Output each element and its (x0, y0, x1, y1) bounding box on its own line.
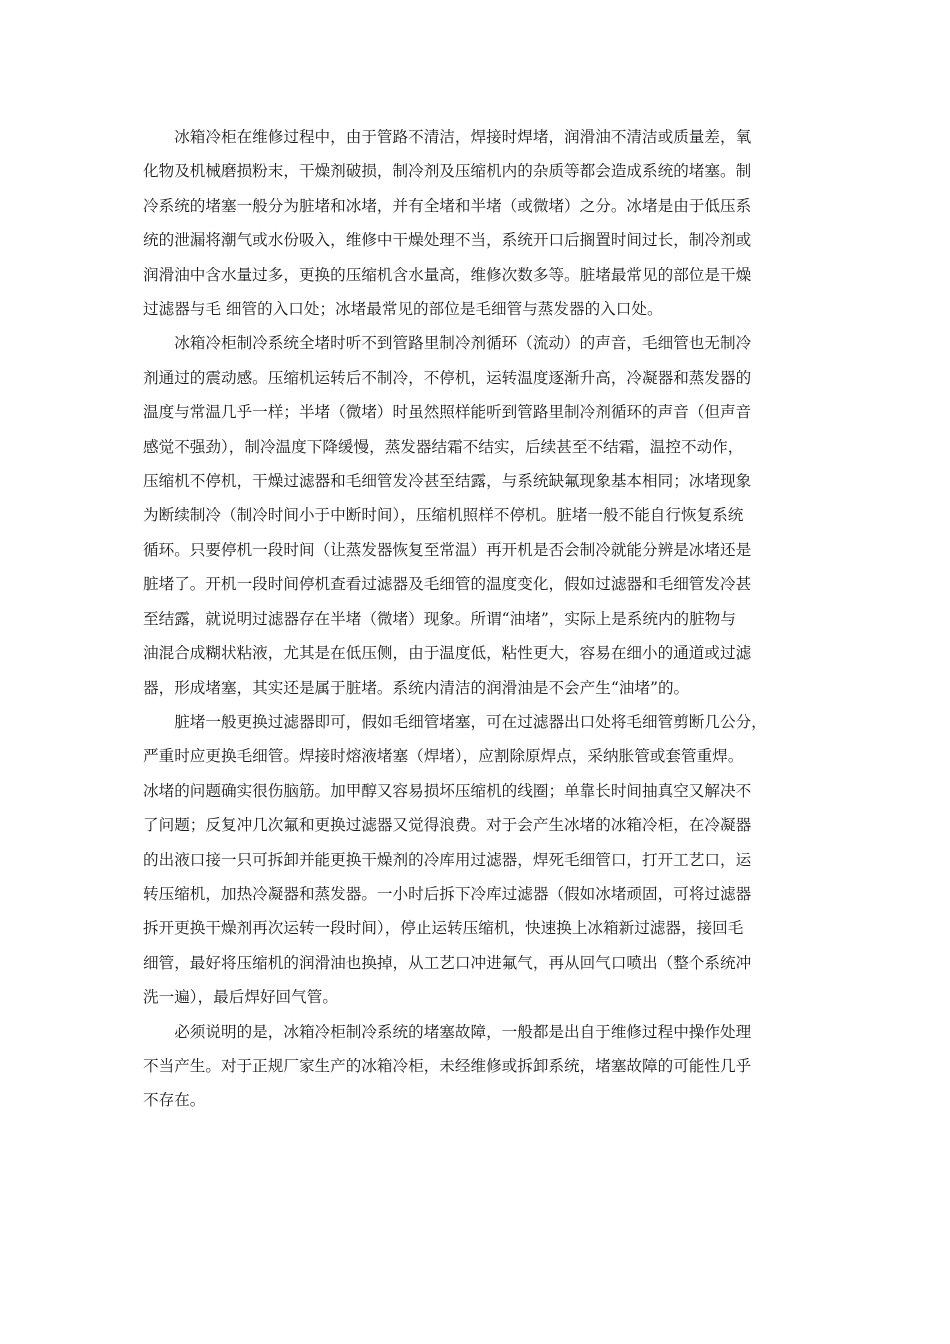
text-line: 统的泄漏将潮气或水份吸入，维修中干燥处理不当，系统开口后搁置时间过长，制冷剂或 (143, 231, 752, 250)
paragraph-2 (143, 326, 813, 704)
text-line: 拆开更换干燥剂再次运转一段时间），停止运转压缩机，快速换上冰箱新过滤器，接回毛 (143, 919, 744, 938)
text-line: 剂通过的震动感。压缩机运转后不制冷，不停机，运转温度逐渐升高，冷凝器和蒸发器的 (143, 368, 752, 387)
paragraph-3 (143, 705, 813, 1015)
text-line: 过滤器与毛 细管的入口处；冰堵最常见的部位是毛细管与蒸发器的入口处。 (143, 300, 663, 319)
text-line: 冰箱冷柜在维修过程中，由于管路不清洁，焊接时焊堵，润滑油不清洁或质量差，氧 (174, 128, 752, 146)
document-body (143, 120, 813, 1118)
text-line: 洗一遍），最后焊好回气管。 (143, 988, 338, 1007)
text-line: 的出液口接一只可拆卸并能更换干燥剂的冷库用过滤器，焊死毛细管口，打开工艺口，运 (143, 850, 752, 869)
text-line: 压缩机不停机，干燥过滤器和毛细管发冷甚至结露，与系统缺氟现象基本相同；冰堵现象 (143, 472, 752, 491)
text-line: 温度与常温几乎一样；半堵（微堵）时虽然照样能听到管路里制冷剂循环的声音（但声音 (143, 403, 752, 422)
text-line: 不当产生。对于正规厂家生产的冰箱冷柜，未经维修或拆卸系统，堵塞故障的可能性几乎 (143, 1056, 752, 1075)
text-line: 至结露，就说明过滤器存在半堵（微堵）现象。所谓“油堵”，实际上是系统内的脏物与 (143, 609, 736, 628)
text-line: 为断续制冷（制冷时间小于中断时间），压缩机照样不停机。脏堵一般不能自行恢复系统 (143, 506, 744, 525)
paragraph-4 (143, 1015, 813, 1118)
text-line: 必须说明的是，冰箱冷柜制冷系统的堵塞故障，一般都是出自于维修过程中操作处理 (174, 1022, 752, 1041)
text-line: 了问题；反复冲几次氟和更换过滤器又觉得浪费。对于会产生冰堵的冰箱冷柜，在冷凝器 (143, 816, 752, 835)
paragraph-1 (143, 120, 813, 326)
text-line: 冰箱冷柜制冷系统全堵时听不到管路里制冷剂循环（流动）的声音，毛细管也无制冷 (174, 334, 752, 353)
text-line: 冰堵的问题确实很伤脑筋。加甲醇又容易损坏压缩机的线圈；单靠长时间抽真空又解决不 (143, 781, 752, 800)
text-line: 感觉不强劲），制冷温度下降缓慢，蒸发器结霜不结实，后续甚至不结霜，温控不动作， (143, 437, 744, 456)
text-line: 化物及机械磨损粉末，干燥剂破损，制冷剂及压缩机内的杂质等都会造成系统的堵塞。制 (143, 162, 752, 181)
text-line: 油混合成糊状粘液，尤其是在低压侧，由于温度低，粘性更大，容易在细小的通道或过滤 (143, 644, 752, 663)
text-line: 细管，最好将压缩机的润滑油也换掉，从工艺口冲进氟气，再从回气口喷出（整个系统冲 (143, 953, 752, 972)
text-line: 转压缩机，加热冷凝器和蒸发器。一小时后拆下冷库过滤器（假如冰堵顽固，可将过滤器 (143, 884, 752, 903)
text-line: 冷系统的堵塞一般分为脏堵和冰堵，并有全堵和半堵（或微堵）之分。冰堵是由于低压系 (143, 196, 752, 215)
text-line: 润滑油中含水量过多，更换的压缩机含水量高，维修次数多等。脏堵最常见的部位是干燥 (143, 265, 752, 284)
text-line: 脏堵一般更换过滤器即可，假如毛细管堵塞，可在过滤器出口处将毛细管剪断几公分， (174, 712, 767, 731)
text-line: 脏堵了。开机一段时间停机查看过滤器及毛细管的温度变化，假如过滤器和毛细管发冷甚 (143, 575, 752, 594)
text-line: 严重时应更换毛细管。焊接时熔液堵塞（焊堵），应割除原焊点，采纳胀管或套管重焊。 (143, 747, 744, 766)
text-line: 循环。只要停机一段时间（让蒸发器恢复至常温）再开机是否会制冷就能分辨是冰堵还是 (143, 540, 752, 559)
text-line: 器，形成堵塞，其实还是属于脏堵。系统内清洁的润滑油是不会产生“油堵”的。 (143, 678, 690, 697)
text-line: 不存在。 (143, 1091, 206, 1110)
